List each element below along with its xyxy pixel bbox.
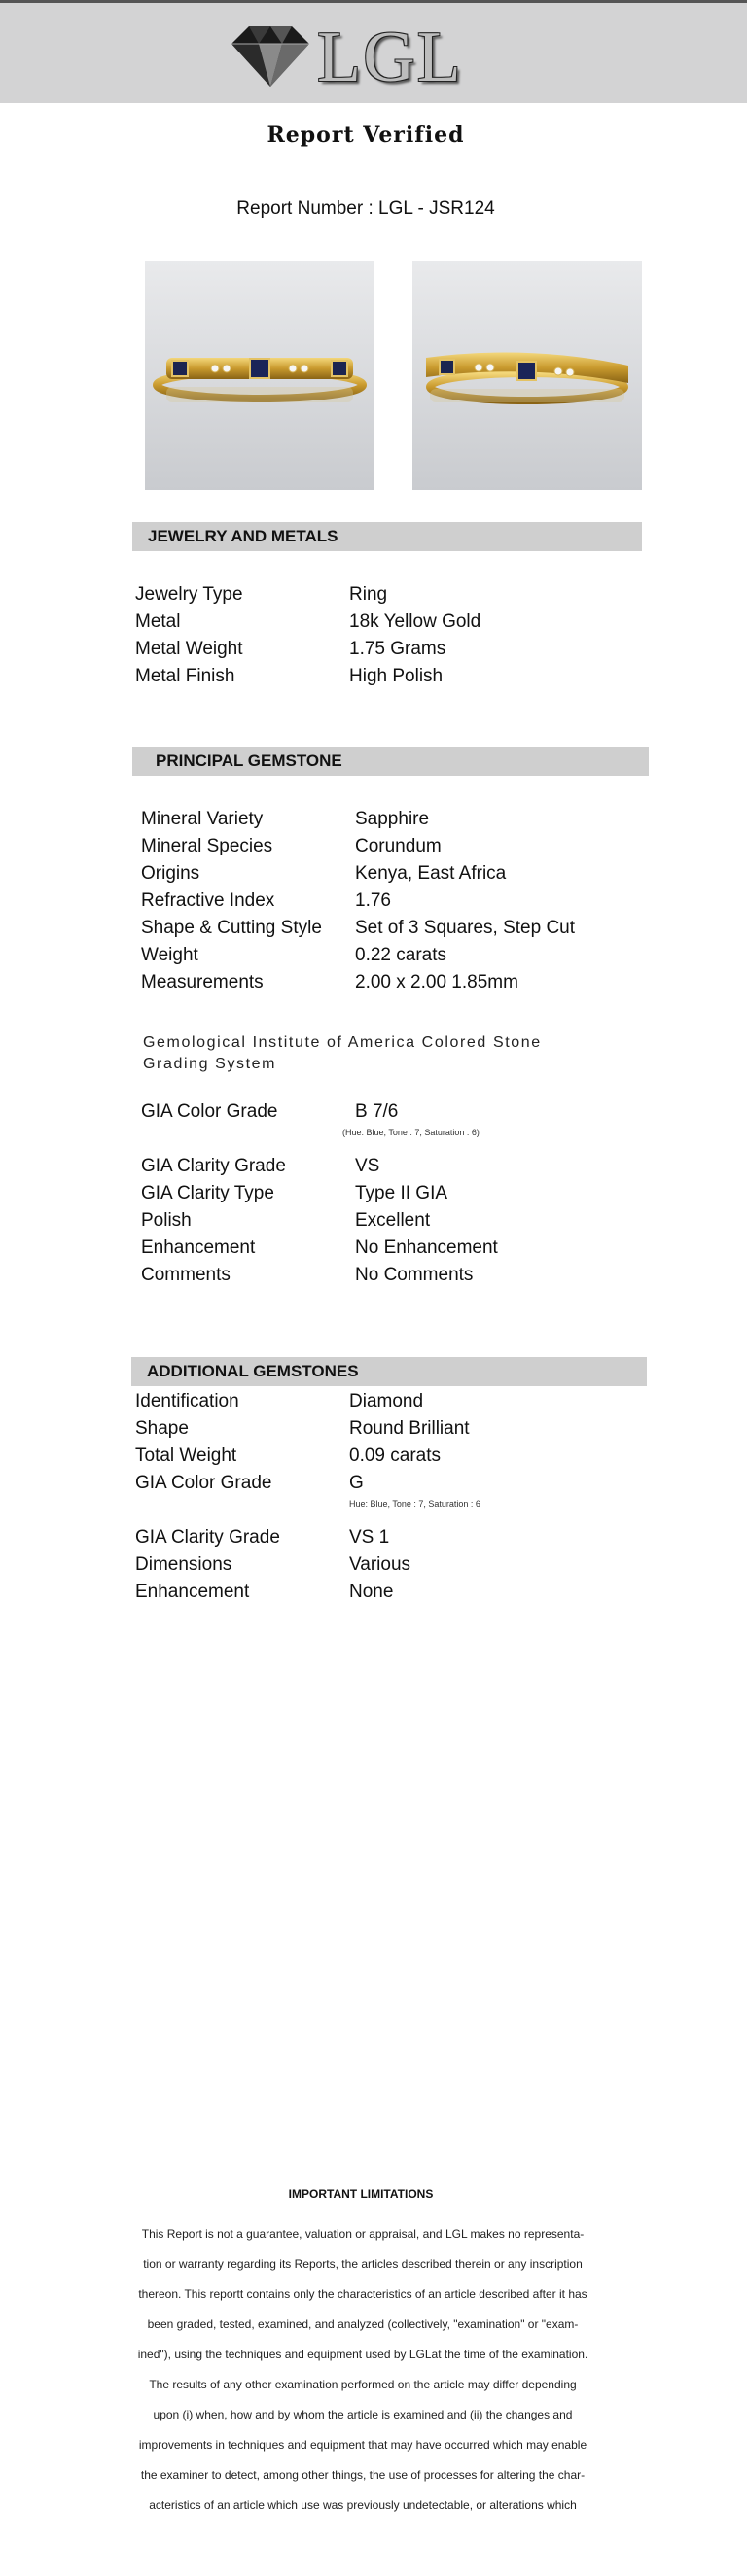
- limitations-line: tion or warranty regarding its Reports, the articles described therein or any inscription: [143, 2257, 583, 2271]
- color-grade-note: (Hue: Blue, Tone : 7, Saturation : 6): [342, 1128, 480, 1137]
- important-limitations-text: [105, 2219, 621, 2521]
- limitations-line: thereon. This reportt contains only the characteristics of an article described after it has: [138, 2287, 587, 2301]
- limitations-line: The results of any other examination performed on the article may differ depending: [149, 2378, 577, 2391]
- row-label: Mineral Species: [141, 836, 273, 856]
- page-title: Report Verified: [267, 122, 465, 148]
- diamond-icon: [226, 22, 315, 90]
- report-number: Report Number : LGL - JSR124: [236, 198, 495, 219]
- limitations-line: the examiner to detect, among other things, the use of processes for altering the char-: [140, 2468, 586, 2482]
- row-label: GIA Clarity Grade: [135, 1527, 280, 1548]
- row-value: High Polish: [349, 666, 444, 686]
- row-label: Enhancement: [141, 1237, 256, 1258]
- row-label: Measurements: [141, 972, 264, 992]
- row-value: Sapphire: [355, 809, 430, 829]
- row-label: Shape & Cutting Style: [141, 918, 322, 938]
- section-jewelry-and-metals: JEWELRY AND METALS: [132, 522, 642, 551]
- row-value: G: [349, 1473, 364, 1493]
- row-label: GIA Clarity Type: [141, 1183, 274, 1203]
- row-value: 1.76: [355, 890, 391, 911]
- row-label: GIA Color Grade: [141, 1101, 278, 1122]
- row-value: 0.09 carats: [349, 1445, 441, 1466]
- row-value: Type II GIA: [355, 1183, 448, 1203]
- row-value: Set of 3 Squares, Step Cut: [355, 918, 576, 938]
- row-label: Jewelry Type: [135, 584, 243, 605]
- limitations-line: ined"), using the techniques and equipment used by LGLat the time of the examination.: [137, 2348, 588, 2361]
- limitations-line: been graded, tested, examined, and analyzed (collectively, "examination" or "exam-: [147, 2317, 579, 2331]
- row-value: B 7/6: [355, 1101, 399, 1122]
- row-value: 0.22 carats: [355, 945, 446, 965]
- row-label: GIA Clarity Grade: [141, 1156, 286, 1176]
- row-value: 2.00 x 2.00 1.85mm: [355, 972, 518, 992]
- row-label: Mineral Variety: [141, 809, 264, 829]
- row-value: Diamond: [349, 1391, 424, 1411]
- row-label: Comments: [141, 1265, 231, 1285]
- row-label: Origins: [141, 863, 200, 884]
- row-label: Identification: [135, 1391, 239, 1411]
- color-grade-note: Hue: Blue, Tone : 7, Saturation : 6: [349, 1499, 480, 1509]
- section-principal-gemstone: PRINCIPAL GEMSTONE: [132, 747, 649, 776]
- row-label: Refractive Index: [141, 890, 275, 911]
- row-label: Metal Weight: [135, 639, 243, 659]
- row-label: Shape: [135, 1418, 189, 1439]
- limitations-line: upon (i) when, how and by whom the article is examined and (ii) the changes and: [153, 2408, 573, 2421]
- ring-photo-angle: [412, 261, 642, 490]
- row-value: Excellent: [355, 1210, 431, 1231]
- section-additional-gemstones: ADDITIONAL GEMSTONES: [131, 1357, 647, 1386]
- row-value: Round Brilliant: [349, 1418, 470, 1439]
- row-value: None: [349, 1582, 394, 1602]
- row-label: Weight: [141, 945, 198, 965]
- limitations-line: acteristics of an article which use was previously undetectable, or alterations which: [149, 2498, 577, 2512]
- row-value: 18k Yellow Gold: [349, 611, 481, 632]
- row-value: Corundum: [355, 836, 442, 856]
- row-label: Dimensions: [135, 1554, 232, 1575]
- limitations-line: This Report is not a guarantee, valuation or appraisal, and LGL makes no representa-: [141, 2227, 585, 2241]
- row-label: Metal: [135, 611, 181, 632]
- lgl-logo: [226, 17, 479, 97]
- row-value: No Enhancement: [355, 1237, 498, 1258]
- row-value: 1.75 Grams: [349, 639, 446, 659]
- row-label: Polish: [141, 1210, 192, 1231]
- row-label: GIA Color Grade: [135, 1473, 272, 1493]
- important-limitations-heading: IMPORTANT LIMITATIONS: [288, 2187, 434, 2201]
- row-value: No Comments: [355, 1265, 474, 1285]
- header-banner: [0, 3, 747, 103]
- row-value: VS: [355, 1156, 380, 1176]
- row-label: Enhancement: [135, 1582, 250, 1602]
- row-value: Kenya, East Africa: [355, 863, 507, 884]
- row-value: Various: [349, 1554, 411, 1575]
- row-value: VS 1: [349, 1527, 390, 1548]
- ring-photo-front: [145, 261, 374, 490]
- row-label: Total Weight: [135, 1445, 237, 1466]
- logo-text: LGL: [317, 17, 463, 97]
- gia-grading-system-heading: Gemological Institute of America Colored Stone Grading System: [143, 1034, 542, 1072]
- row-value: Ring: [349, 584, 388, 605]
- limitations-line: improvements in techniques and equipment that may have occurred which may enable: [138, 2438, 587, 2452]
- row-label: Metal Finish: [135, 666, 235, 686]
